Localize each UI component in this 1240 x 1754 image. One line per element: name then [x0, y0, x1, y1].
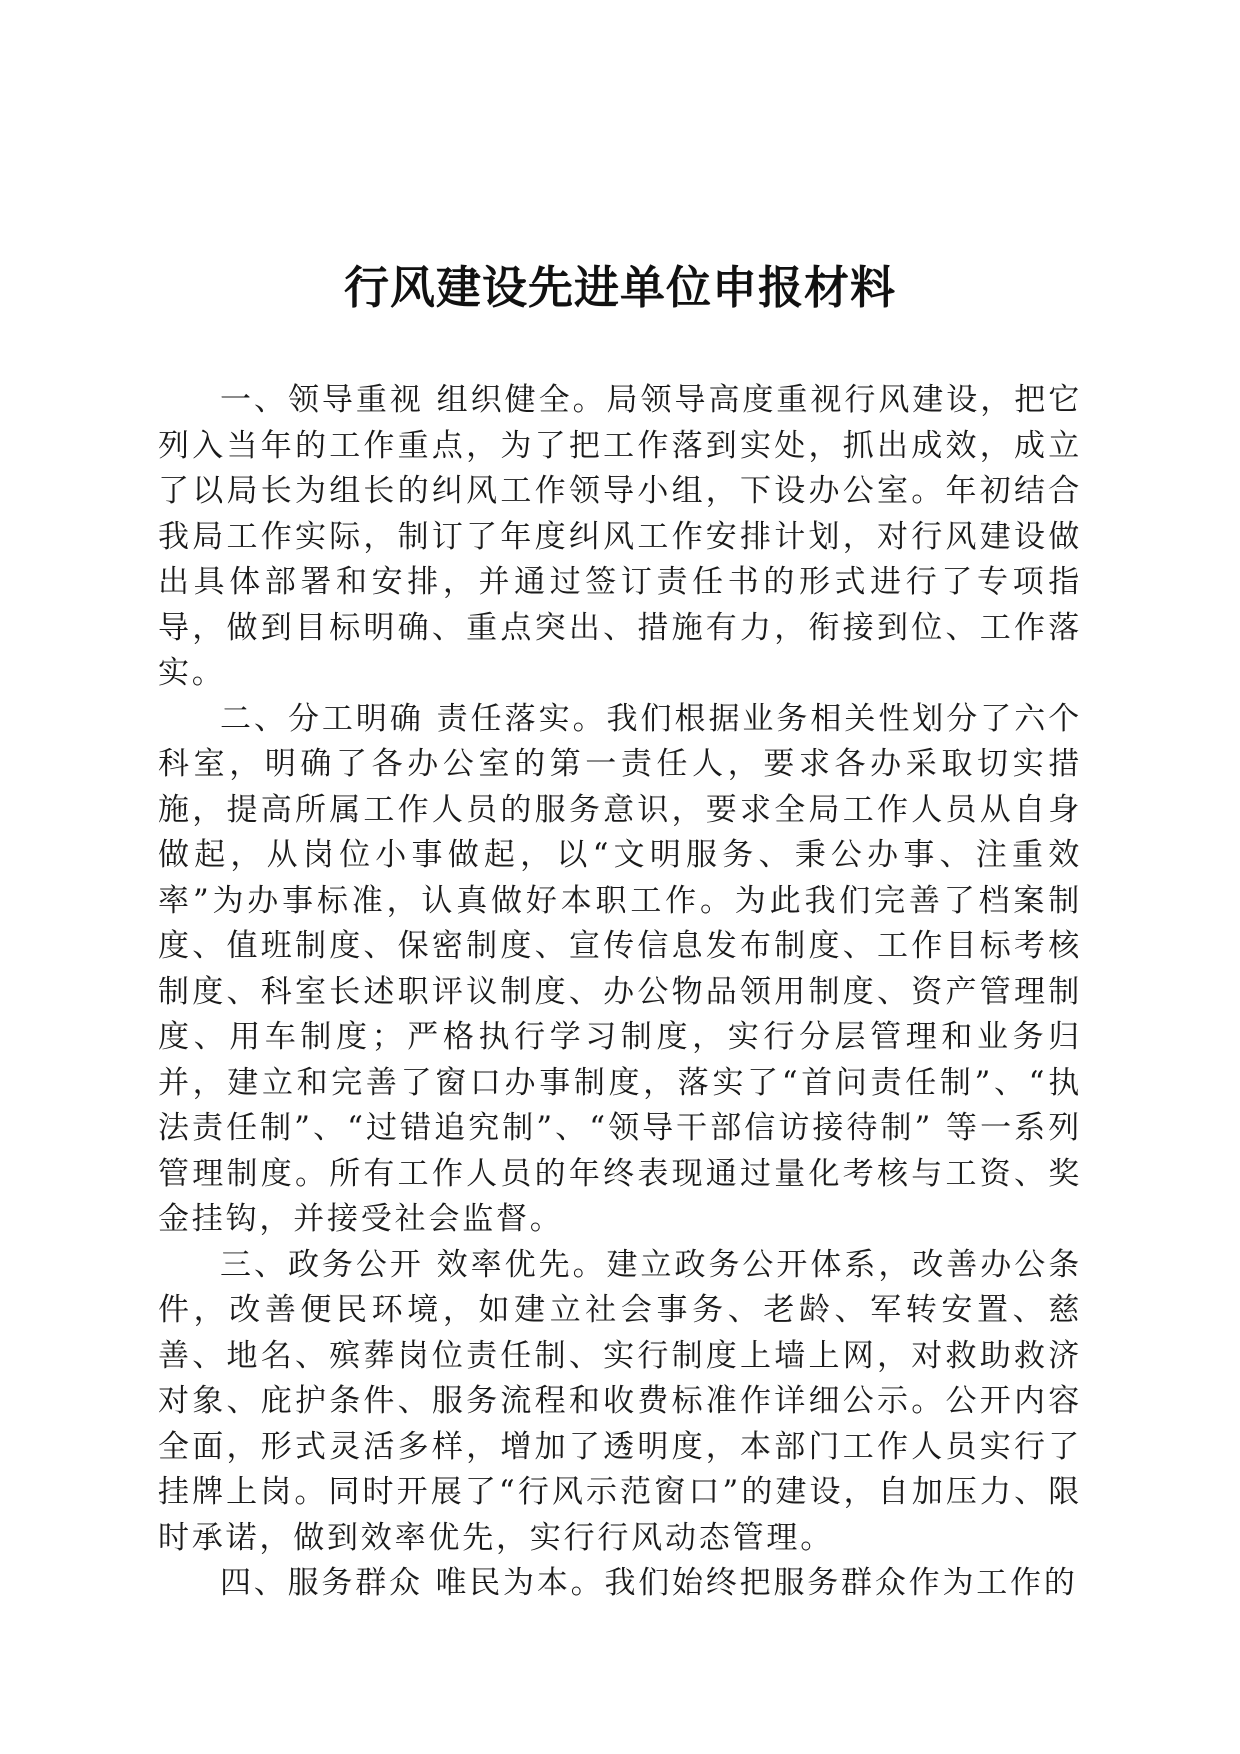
paragraph-responsibility: 二、分工明确 责任落实。我们根据业务相关性划分了六个科室，明确了各办公室的第一责任人，要求各办采取切实措施，提高所属工作人员的服务意识，要求全局工作人员从自身做起，从岗位小事做起，以“文明服务、秉公办事、注重效率”为办事标准，认真做好本职工作。为此我们完善了档案制度、值班制度、保密制度、宣传信息发布制度、工作目标考核制度、科室长述职评议制度、办公物品领用制度、资产管理制度、用车制度；严格执行学习制度，实行分层管理和业务归并，建立和完善了窗口办事制度，落实了“首问责任制”、“执法责任制”、“过错追究制”、“领导干部信访接待制” 等一系列管理制度。所有工作人员的年终表现通过量化考核与工资、奖金挂钩，并接受社会监督。: [158, 700, 1082, 1237]
document-body: [158, 378, 1082, 1607]
paragraph-service: 四、服务群众 唯民为本。我们始终把服务群众作为工作的: [220, 1565, 1078, 1601]
paragraph-transparency: 三、政务公开 效率优先。建立政务公开体系，改善办公条件，改善便民环境，如建立社会事务、老龄、军转安置、慈善、地名、殡葬岗位责任制、实行制度上墙上网，对救助救济对象、庇护条件、服务流程和收费标准作详细公示。公开内容全面，形式灵活多样，增加了透明度，本部门工作人员实行了挂牌上岗。同时开展了“行风示范窗口”的建设，自加压力、限时承诺，做到效率优先，实行行风动态管理。: [158, 1246, 1082, 1556]
paragraph-leadership: 一、领导重视 组织健全。局领导高度重视行风建设，把它列入当年的工作重点，为了把工作落到实处，抓出成效，成立了以局长为组长的纠风工作领导小组，下设办公室。年初结合我局工作实际，制订了年度纠风工作安排计划，对行风建设做出具体部署和安排，并通过签订责任书的形式进行了专项指导，做到目标明确、重点突出、措施有力，衔接到位、工作落实。: [158, 382, 1082, 691]
document-title: 行风建设先进单位申报材料: [343, 261, 896, 314]
